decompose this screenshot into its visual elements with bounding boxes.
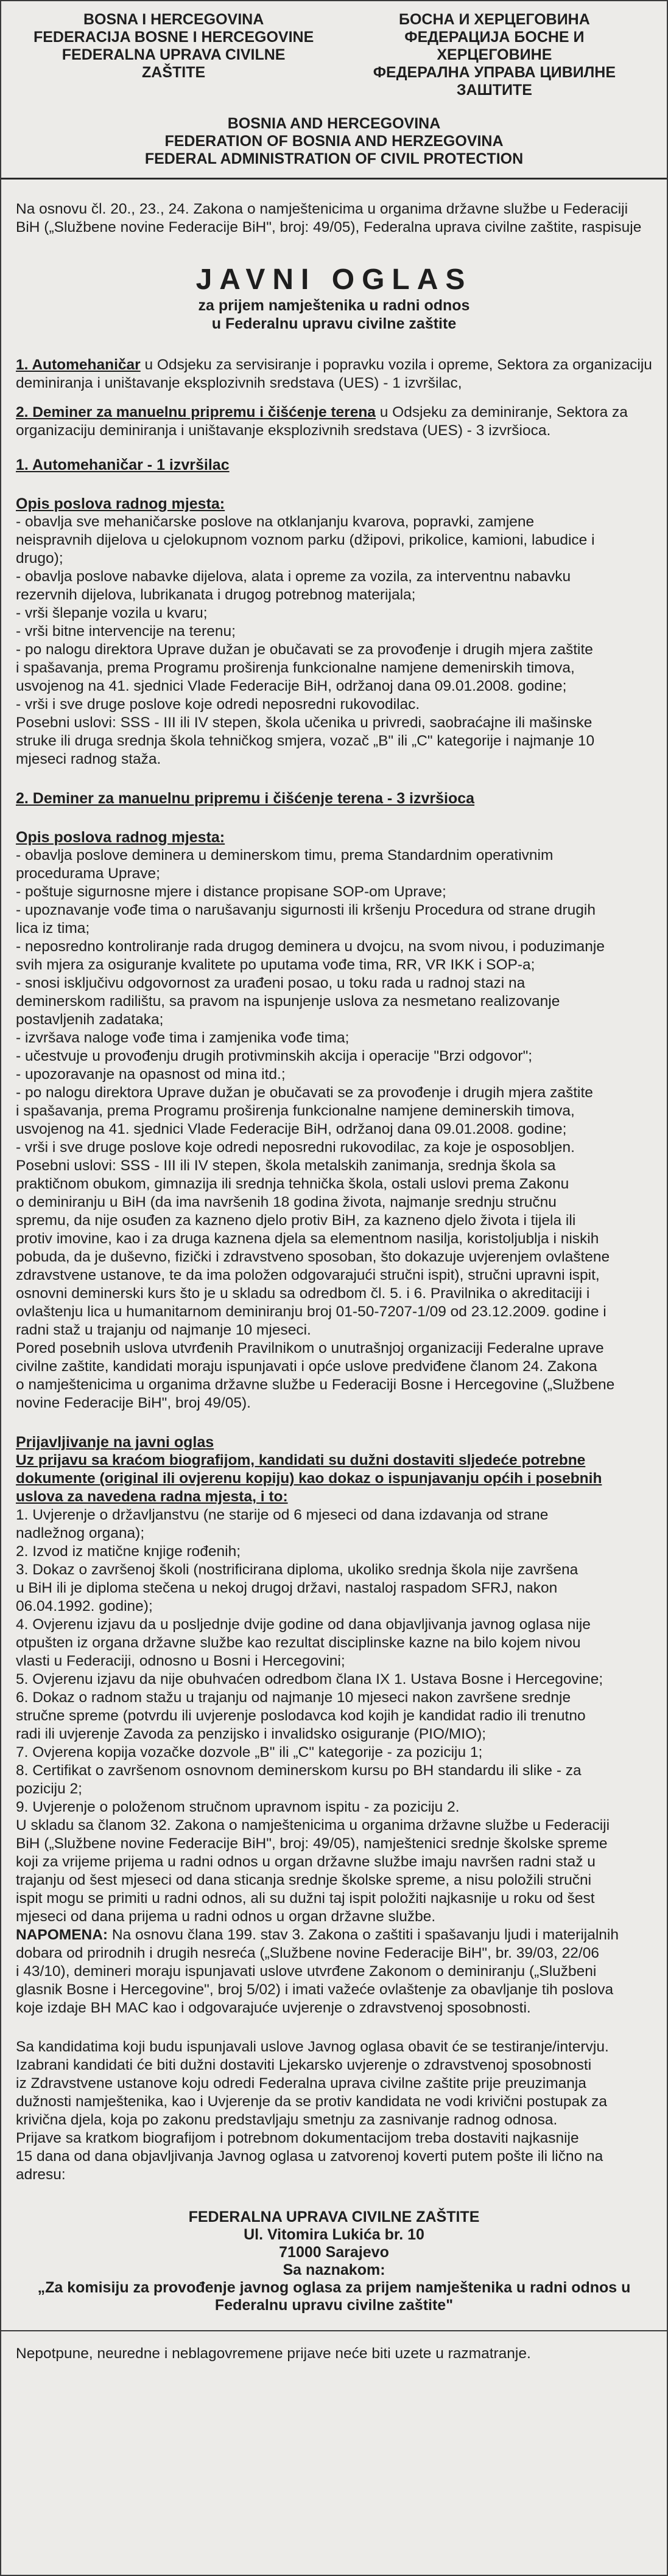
document-line: 9. Uvjerenje o položenom stručnom upravnom ispitu - za poziciju 2. [16, 1799, 460, 1815]
condition-line: Posebni uslovi: SSS - III ili IV stepen, škola metalskih zanimanja, srednja škola sa [16, 1157, 556, 1174]
general-line: Pored posebnih uslova utvrđenih Pravilnikom o unutrašnjoj organizaciji Federalne uprave [16, 1340, 604, 1356]
document-line: 8. Certifikat o završenom osnovnom deminerskom kursu po BH standardu ili slike - za [16, 1762, 582, 1779]
document-line: 06.04.1992. godine); [16, 1598, 153, 1614]
condition-line: spremu, da nije osuđen za kazneno djelo protiv BiH, za kazneno djelo života i tijela ili [16, 1212, 576, 1229]
application-heading: Prijavljivanje na javni oglas [16, 1434, 214, 1451]
selected-line: iz Zdravstvene ustanove koju odredi Federalna uprava civilne zaštite prije preuzimanja [16, 2075, 586, 2092]
article-32-paragraph [16, 1817, 652, 1926]
letterhead-line: ФЕДЕРАЛНА УПРАВА ЦИВИЛНЕ [373, 64, 616, 81]
letterhead-bilingual [26, 11, 642, 99]
duty-line: drugo); [16, 550, 63, 567]
letterhead-line: FEDERATION OF BOSNIA AND HERZEGOVINA [164, 133, 504, 150]
position-title: 2. Deminer za manuelnu pripremu i čišćenje terena [16, 404, 376, 421]
condition-line: protiv imovine, kao i za druga kaznena djela sa elementnom nasilja, koristoljublja i niskih [16, 1230, 599, 1247]
letterhead-line: FEDERACIJA BOSNE I HERCEGOVINE [33, 29, 314, 46]
article-line: mjeseci od dana prijema u radni odnos u organ državne službe. [16, 1908, 436, 1925]
condition-line: ovlaštenju lica u humanitarnom deminiranju broj 01-50-7207-1/09 od 23.12.2009. godine i [16, 1304, 606, 1320]
letterhead-line: ФЕДЕРАЦИЈА БОСНЕ И ХЕРЦЕГОВИНЕ [404, 29, 585, 63]
section-2-duties-heading: Opis poslova radnog mjesta: [16, 829, 225, 846]
application-intro [16, 1451, 652, 1506]
footer-divider [1, 2330, 667, 2331]
document-line: vlasti u Federaciji, odnosno u Bosni i Hercegovini; [16, 1653, 345, 1669]
position-description: u Odsjeku za servisiranje i popravku vozila i opreme, Sektora za organizaciju deminiranja i uništavanje eksplozivnih sredstava (UES) - 1 izvršilac, [16, 357, 652, 391]
duty-line: - učestvuje u provođenju drugih protivminskih akcija i operacije "Brzi odgovor"; [16, 1048, 533, 1064]
duty-line: usvojenog na 41. sjednici Vlade Federacije BiH, održanoj dana 09.01.2008. godine; [16, 1121, 567, 1137]
section-1-conditions [16, 714, 652, 769]
document-title: JAVNI OGLAS [195, 264, 473, 296]
intro-paragraph: Na osnovu čl. 20., 23., 24. Zakona o namještenicima u organima državne službe u Federaciji BiH („Službene novine Federacije BiH", broj: 49/05), Federalna uprava civilne zaštite, raspisuje [16, 201, 642, 236]
document-line: 1. Uvjerenje o državljanstvu (ne starije od 6 mjeseci od dana izdavanja od strane [16, 1507, 549, 1523]
condition-line: zdravstvene ustanove, te da ima položen odgovarajući stručni ispit), stručni upravni ispit, [16, 1267, 600, 1283]
duty-line: deminerskom radilištu, sa pravom na ispunjenje uslova za nesmetano realizovanje [16, 993, 560, 1010]
duty-line: - obavlja poslove deminera u deminerskom timu, prema Standardnim operativnim [16, 847, 554, 864]
document-line: stručne spreme (potvrdu ili uvjerenje poslodavca kod kojih je kandidat radio ili trenutno [16, 1708, 586, 1724]
letterhead-line: БОСНА И ХЕРЦЕГОВИНА [398, 11, 590, 28]
letterhead-latin [26, 11, 322, 99]
letterhead-line: ZAŠTITE [142, 64, 206, 81]
condition-line: pobuda, da je duševno, fizički i zdravstveno sposoban, što dokazuje uvjerenjem ovlaštene [16, 1249, 610, 1265]
duty-line: - po nalogu direktora Uprave dužan je obučavati se za provođenje i drugih mjera zaštite [16, 641, 593, 658]
letterhead-cyrillic [346, 11, 642, 99]
application-intro-line: Uz prijavu sa kraćom biografijom, kandidati su dužni dostaviti sljedeće potrebne [16, 1452, 586, 1468]
general-line: civilne zaštite, kandidati moraju ispunjavati i opće uslove predviđene članom 24. Zakona [16, 1358, 597, 1375]
section-2-heading: 2. Deminer za manuelnu pripremu i čišćenje terena - 3 izvršioca [16, 790, 475, 807]
selected-line: krivična djela, koja po zakonu predstavljaju smetnju za zasnivanje radnog odnosa. [16, 2112, 558, 2128]
duty-line: - neposredno kontroliranje rada drugog deminera u dvojcu, na svom nivou, i poduzimanje [16, 938, 605, 955]
position-item [16, 403, 652, 440]
letterhead-line: BOSNA I HERCEGOVINA [83, 11, 264, 28]
section-1-duties [16, 513, 652, 714]
duty-line: - vrši i sve druge poslove koje odredi neposredni rukovodilac. [16, 696, 420, 713]
document-line: 7. Ovjerena kopija vozačke dozvole „B" ili „C" kategorije - za poziciju 1; [16, 1744, 483, 1761]
position-item [16, 356, 652, 393]
article-line: trajanju od šest mjeseci od dana sticanja srednje školske spreme, a nisu položili stručni [16, 1872, 592, 1888]
article-line: ispit mogu se primiti u radni odnos, ali su dužni taj ispit položiti najkasnije u roku od šest [16, 1890, 595, 1907]
letterhead-line: FEDERAL ADMINISTRATION OF CIVIL PROTECTION [144, 150, 524, 167]
letterhead-line: FEDERALNA UPRAVA CIVILNE [62, 46, 286, 63]
closing-note: Nepotpune, neuredne i neblagovremene prijave neće biti uzete u razmatranje. [16, 2345, 531, 2362]
application-intro-line: uslova za navedena radna mjesta, i to: [16, 1489, 288, 1505]
duty-line: - vrši šlepanje vozila u kvaru; [16, 605, 208, 621]
article-line: U skladu sa članom 32. Zakona o namještenicima u organima državne službe u Federaciji [16, 1817, 610, 1834]
selected-line: dužnosti namještenika, kao i Uvjerenje da se protiv kandidata ne vodi krivični postupak za [16, 2093, 608, 2110]
general-conditions [16, 1339, 652, 1412]
document-line: radi ili uvjerenje Zavoda za penzijsko i invalidsko osiguranje (PIO/MIO); [16, 1726, 487, 1742]
duty-line: lica iz tima; [16, 920, 90, 937]
note-line: koje izdaje BH MAC kao i odgovarajuće uvjerenje o zdravstvenoj sposobnosti. [16, 2000, 531, 2016]
condition-line: struke ili druga srednja škola tehničkog smjera, vozač „B" ili „C" kategorije i najmanje 10 [16, 733, 595, 749]
position-description: u Odsjeku za deminiranje, Sektora za organizaciju deminiranja i uništavanje eksplozivnih sredstava (UES) - 3 izvršioca. [16, 404, 628, 439]
positions-list [16, 356, 652, 440]
note-line: i 43/10), demineri moraju ispunjavati uslove utvrđene Zakonom o deminiranju („Službeni [16, 1963, 597, 1980]
address-line: Sa naznakom: [283, 2261, 385, 2278]
letterhead [1, 1, 667, 168]
document-line: u BiH ili je diploma stečena u nekoj drugoj državi, nastaloj raspadom SFRJ, nakon [16, 1580, 558, 1596]
duty-line: rezervnih dijelova, lubrikanata i drugog potrebnog materijala; [16, 587, 416, 603]
duty-line: procedurama Uprave; [16, 865, 160, 882]
subtitle-line: u Federalnu upravu civilne zaštite [211, 315, 457, 332]
header-divider [1, 178, 667, 180]
note-line: glasnik Bosne i Hercegovine", broj 5/02) i imati važeće ovlaštenje za obavljanje tih poslova [16, 1981, 614, 1998]
duty-line: usvojenog na 41. sjednici Vlade Federacije BiH, održanoj dana 09.01.2008. godine; [16, 678, 567, 694]
document-line: 5. Ovjerenu izjavu da nije obuhvaćen odredbom člana IX 1. Ustava Bosne i Hercegovine; [16, 1671, 603, 1688]
duty-line: - upozoravanje na opasnost od mina itd.; [16, 1066, 286, 1083]
duty-line: - poštuje sigurnosne mjere i distance propisane SOP-om Uprave; [16, 884, 446, 900]
address-line: 71000 Sarajevo [279, 2244, 389, 2261]
condition-line: radni staž u trajanju od najmanje 10 mjeseci. [16, 1322, 311, 1338]
duty-line: - obavlja sve mehaničarske poslove na otklanjanju kvarova, popravki, zamjene [16, 514, 535, 530]
duty-line: - vrši bitne intervencije na terenu; [16, 623, 236, 640]
position-title: 1. Automehaničar [16, 357, 141, 373]
document-line: poziciju 2; [16, 1781, 82, 1797]
address-line: FEDERALNA UPRAVA CIVILNE ZAŠTITE [188, 2208, 480, 2225]
deadline-line: Prijave sa kratkom biografijom i potrebnom dokumentacijom treba dostaviti najkasnije [16, 2130, 579, 2146]
duty-line: neispravnih dijelova u cjelokupnom voznom parku (džipovi, prikolice, kamioni, labudice i [16, 532, 595, 548]
document-line: nadležnog organa); [16, 1525, 145, 1541]
section-1-duties-heading: Opis poslova radnog mjesta: [16, 495, 225, 512]
section-1-heading: 1. Automehaničar - 1 izvršilac [16, 456, 230, 473]
duty-line: - vrši i sve druge poslove koje odredi neposredni rukovodilac, za koje je osposobljen. [16, 1139, 575, 1156]
section-2-conditions [16, 1157, 652, 1339]
document-line: 2. Izvod iz matične knjige rođenih; [16, 1543, 241, 1560]
section-2-duties [16, 846, 652, 1157]
duty-line: - izvršava naloge vođe tima i zamjenika vođe tima; [16, 1030, 350, 1046]
testing-paragraph: Sa kandidatima koji budu ispunjavali uslove Javnog oglasa obavit će se testiranje/intervju. [16, 2039, 609, 2055]
condition-line: osnovni deminerski kurs što je u skladu sa odredbom čl. 5. i 6. Pravilnika o akreditaciji i [16, 1285, 590, 1302]
deadline-line: 15 dana od dana objavljivanja Javnog oglasa u zatvorenoj koverti putem pošte ili lično na [16, 2148, 603, 2165]
note-line [16, 1926, 652, 1944]
note-label: NAPOMENA: [16, 1927, 108, 1943]
duty-line: i spašavanja, prema Programu proširenja funkcionalne namjene demenirskih timova, [16, 660, 575, 676]
duty-line: svih mjera za osiguranje kvalitete po uputama vođe tima, RR, VR IKK i SOP-a; [16, 957, 535, 973]
duty-line: postavljenih zadataka; [16, 1011, 164, 1028]
duty-line: - obavlja poslove nabavke dijelova, alata i opreme za vozila, za interventnu nabavku [16, 568, 571, 585]
address-line: Ul. Vitomira Lukića br. 10 [244, 2226, 424, 2243]
mailing-address [16, 2208, 652, 2314]
deadline-line: adresu: [16, 2166, 66, 2183]
article-line: BiH („Službene novine Federacije BiH", broj: 49/05), namještenici srednje školske spreme [16, 1835, 608, 1852]
document-line: 4. Ovjerenu izjavu da u posljednje dvije godine od dana objavljivanja javnog oglasa nije [16, 1616, 591, 1633]
note-line: dobara od prirodnih i drugih nesreća („Službene novine Federacije BiH", br. 39/03, 22/06 [16, 1945, 599, 1961]
general-line: o namještenicima u organima državne službe u Federaciji Bosne i Hercegovine („Službene [16, 1377, 615, 1393]
selected-candidates-paragraph [16, 2056, 652, 2129]
document-body [1, 200, 667, 2314]
address-line: „Za komisiju za provođenje javnog oglasa za prijem namještenika u radni odnos u [37, 2279, 631, 2296]
selected-line: Izabrani kandidati će biti dužni dostaviti Ljekarsko uvjerenje o zdravstvenoj sposobnosti [16, 2057, 592, 2073]
deadline-paragraph [16, 2129, 652, 2184]
address-line: Federalnu upravu civilne zaštite" [214, 2297, 454, 2314]
note-paragraph [16, 1926, 652, 2017]
letterhead-english [26, 115, 642, 168]
document-line: otpušten iz organa državne službe kao rezultat disciplinske kazne na bilo kojem nivou [16, 1635, 581, 1651]
note-text: Na osnovu člana 199. stav 3. Zakona o zaštiti i spašavanju ljudi i materijalnih [108, 1927, 619, 1943]
subtitle-line: za prijem namještenika u radni odnos [198, 297, 470, 314]
condition-line: o deminiranju u BiH (da ima navršenih 18 godina života, najmanje srednju stručnu [16, 1194, 557, 1210]
letterhead-line: ЗАШТИТЕ [456, 82, 532, 99]
condition-line: mjeseci radnog staža. [16, 751, 161, 767]
condition-line: praktičnom obukom, gimnazija ili srednja tehnička škola, ostali uslovi prema Zakonu [16, 1176, 569, 1192]
duty-line: - snosi isključivu odgovornost za urađeni posao, u toku rada u radnoj stazi na [16, 975, 526, 991]
duty-line: i spašavanja, prema Programu proširenja funkcionalne namjene deminerskih timova, [16, 1103, 575, 1119]
duty-line: - po nalogu direktora Uprave dužan je obučavati se za provođenje i drugih mjera zaštite [16, 1084, 593, 1101]
duty-line: - upoznavanje vođe tima o narušavanju sigurnosti ili kršenju Procedura od strane drugih [16, 902, 596, 918]
letterhead-line: BOSNIA AND HERCEGOVINA [227, 115, 441, 132]
document-subtitle [16, 296, 652, 333]
required-documents [16, 1506, 652, 1817]
document-line: 3. Dokaz o završenoj školi (nostrificirana diploma, ukoliko srednja škola nije završena [16, 1562, 578, 1578]
document-line: 6. Dokaz o radnom stažu u trajanju od najmanje 10 mjeseci nakon završene srednje [16, 1689, 571, 1706]
condition-line: Posebni uslovi: SSS - III ili IV stepen, škola učenika u privredi, saobraćajne ili mašinske [16, 714, 592, 731]
application-intro-line: dokumente (original ili ovjerenu kopiju) kao dokaz o ispunjavanju općih i posebnih [16, 1470, 602, 1487]
article-line: koji za vrijeme prijema u radni odnos u organ državne službe imaju navršen radni staž u [16, 1854, 596, 1870]
general-line: novine Federacije BiH", broj 49/05). [16, 1395, 251, 1411]
